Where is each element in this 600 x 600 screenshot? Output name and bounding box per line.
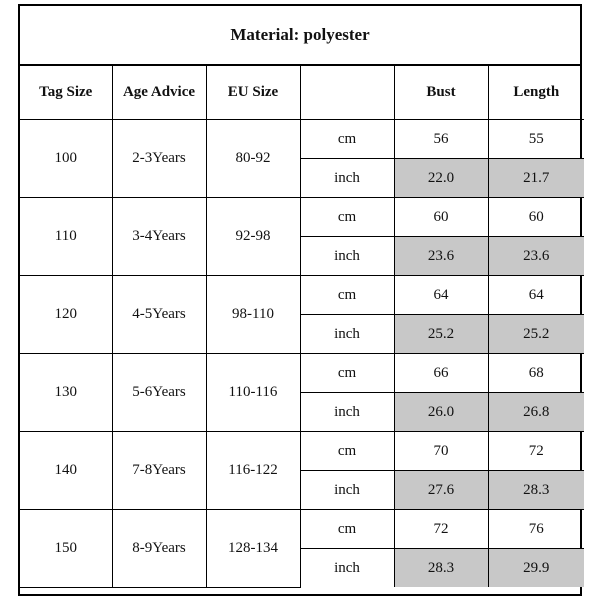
bust-cm-cell: 72: [394, 510, 488, 549]
eu-size-cell: 110-116: [206, 354, 300, 432]
bust-inch-cell: 28.3: [394, 549, 488, 588]
bust-inch-cell: 26.0: [394, 393, 488, 432]
tag-size-cell: 100: [20, 120, 112, 198]
age-advice-cell: 8-9Years: [112, 510, 206, 588]
bust-inch-cell: 23.6: [394, 237, 488, 276]
eu-size-cell: 98-110: [206, 276, 300, 354]
header-age-advice: Age Advice: [112, 66, 206, 120]
header-unit: [300, 66, 394, 120]
age-advice-cell: 5-6Years: [112, 354, 206, 432]
size-row-cm: [20, 120, 584, 159]
length-cm-cell: 76: [488, 510, 584, 549]
size-chart: [18, 4, 582, 596]
unit-cm-cell: cm: [300, 120, 394, 159]
bust-inch-cell: 27.6: [394, 471, 488, 510]
unit-cm-cell: cm: [300, 276, 394, 315]
chart-title: Material: polyester: [20, 6, 580, 66]
unit-inch-cell: inch: [300, 237, 394, 276]
unit-cm-cell: cm: [300, 354, 394, 393]
bust-inch-cell: 25.2: [394, 315, 488, 354]
tag-size-cell: 110: [20, 198, 112, 276]
length-inch-cell: 28.3: [488, 471, 584, 510]
size-row-cm: [20, 354, 584, 393]
size-row-cm: [20, 276, 584, 315]
length-inch-cell: 23.6: [488, 237, 584, 276]
eu-size-cell: 92-98: [206, 198, 300, 276]
length-cm-cell: 68: [488, 354, 584, 393]
length-cm-cell: 64: [488, 276, 584, 315]
length-cm-cell: 72: [488, 432, 584, 471]
age-advice-cell: 4-5Years: [112, 276, 206, 354]
unit-inch-cell: inch: [300, 471, 394, 510]
eu-size-cell: 128-134: [206, 510, 300, 588]
unit-inch-cell: inch: [300, 393, 394, 432]
size-row-cm: [20, 432, 584, 471]
age-advice-cell: 3-4Years: [112, 198, 206, 276]
eu-size-cell: 80-92: [206, 120, 300, 198]
bust-inch-cell: 22.0: [394, 159, 488, 198]
unit-cm-cell: cm: [300, 198, 394, 237]
unit-inch-cell: inch: [300, 159, 394, 198]
length-inch-cell: 25.2: [488, 315, 584, 354]
unit-cm-cell: cm: [300, 510, 394, 549]
length-cm-cell: 60: [488, 198, 584, 237]
size-row-cm: [20, 510, 584, 549]
length-cm-cell: 55: [488, 120, 584, 159]
header-bust: Bust: [394, 66, 488, 120]
tag-size-cell: 150: [20, 510, 112, 588]
bust-cm-cell: 70: [394, 432, 488, 471]
bust-cm-cell: 64: [394, 276, 488, 315]
eu-size-cell: 116-122: [206, 432, 300, 510]
tag-size-cell: 140: [20, 432, 112, 510]
header-eu-size: EU Size: [206, 66, 300, 120]
size-table: [20, 66, 584, 588]
length-inch-cell: 21.7: [488, 159, 584, 198]
tag-size-cell: 130: [20, 354, 112, 432]
header-tag-size: Tag Size: [20, 66, 112, 120]
bust-cm-cell: 56: [394, 120, 488, 159]
unit-inch-cell: inch: [300, 315, 394, 354]
age-advice-cell: 2-3Years: [112, 120, 206, 198]
tag-size-cell: 120: [20, 276, 112, 354]
length-inch-cell: 26.8: [488, 393, 584, 432]
length-inch-cell: 29.9: [488, 549, 584, 588]
unit-cm-cell: cm: [300, 432, 394, 471]
age-advice-cell: 7-8Years: [112, 432, 206, 510]
bust-cm-cell: 60: [394, 198, 488, 237]
header-row: [20, 66, 584, 120]
header-length: Length: [488, 66, 584, 120]
unit-inch-cell: inch: [300, 549, 394, 588]
bust-cm-cell: 66: [394, 354, 488, 393]
size-row-cm: [20, 198, 584, 237]
